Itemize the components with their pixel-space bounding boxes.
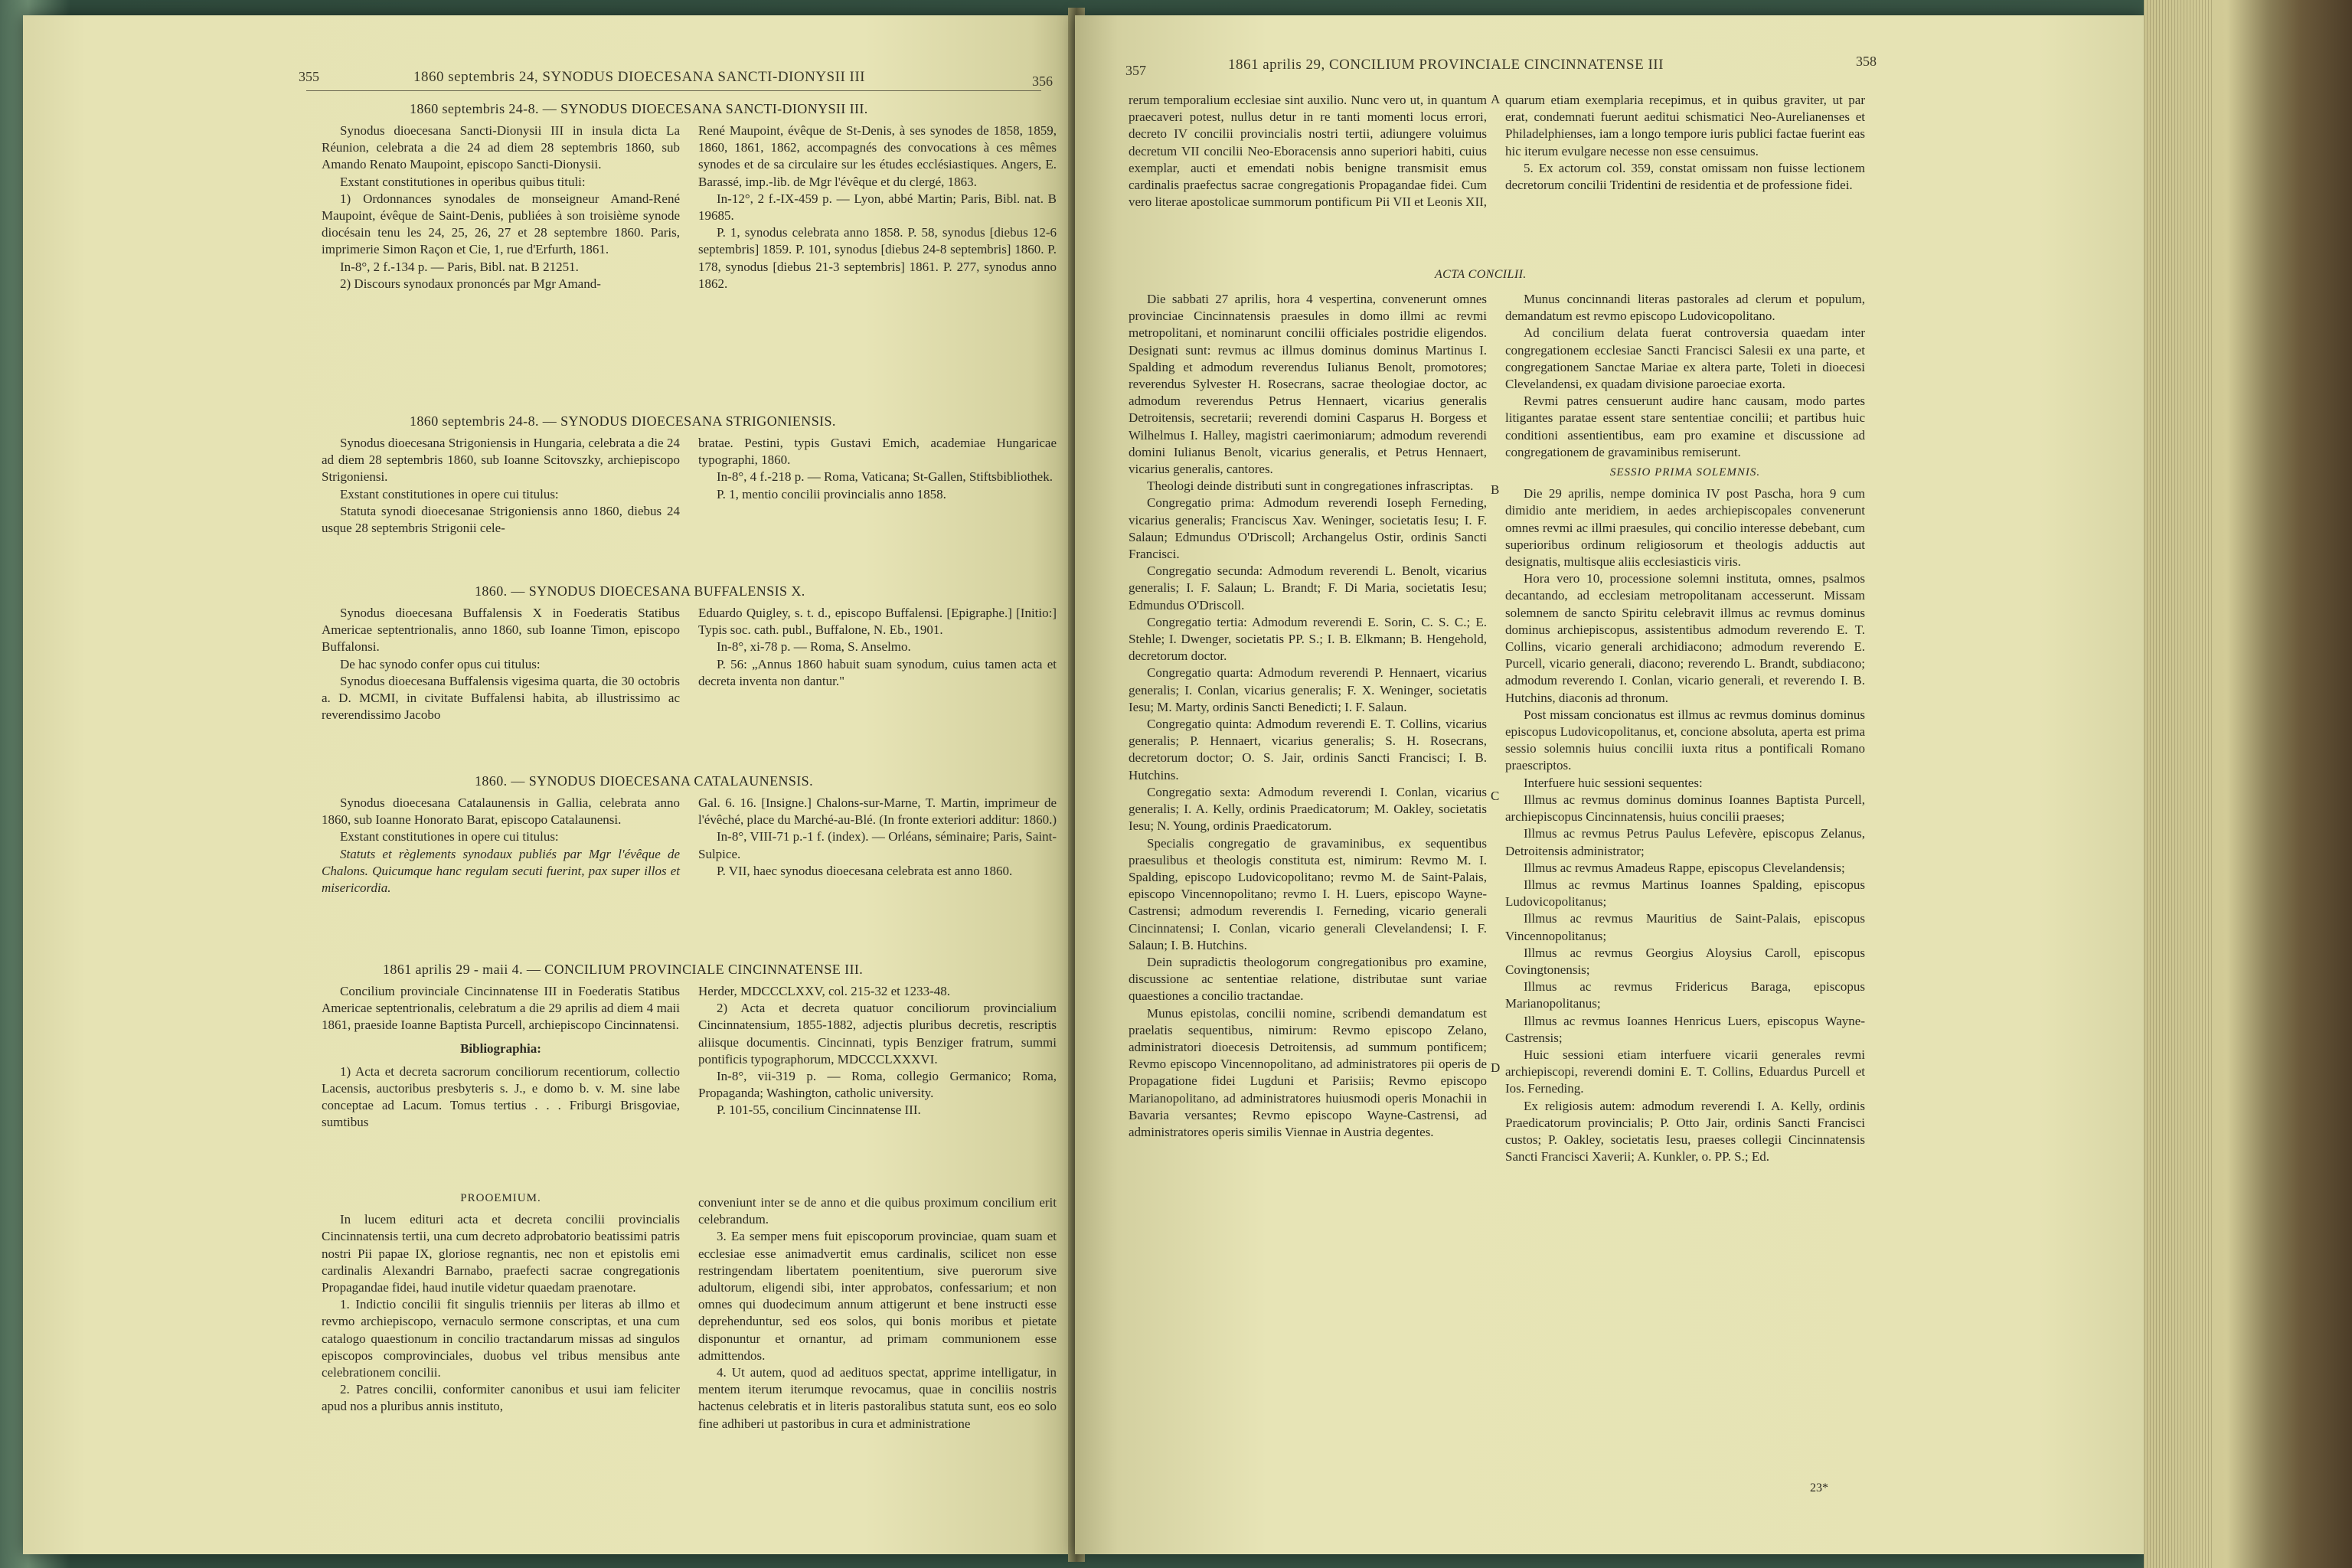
paragraph: Exstant constitutiones in opere cui titulus: bbox=[340, 829, 559, 844]
paragraph: Herder, MDCCCLXXV, col. 215-32 et 1233-48. bbox=[698, 984, 951, 998]
prooemium-title: PROOEMIUM. bbox=[460, 1192, 541, 1204]
section3-col1 bbox=[322, 605, 680, 724]
acta-title: ACTA CONCILII. bbox=[1435, 268, 1527, 281]
paragraph: Illmus ac revmus Georgius Aloysius Caroll, episcopus Covingtonensis; bbox=[1505, 945, 1865, 977]
left-running-head: 1860 septembris 24, SYNODUS DIOECESANA SANCTI-DIONYSII III bbox=[413, 69, 866, 85]
paragraph: bratae. Pestini, typis Gustavi Emich, academiae Hungaricae typographi, 1860. bbox=[698, 436, 1057, 468]
paragraph: P. 101-55, concilium Cincinnatense III. bbox=[717, 1102, 921, 1118]
paragraph: Congregatio quarta: Admodum reverendi P. Hennaert, vicarius generalis; I. Conlan, vicarius generalis; F. X. Weninger, societatis Iesu; M. Marty, ordinis Sancti Benedicti; I. F. Salaun. bbox=[1129, 665, 1487, 714]
right-running-head: 1861 aprilis 29, CONCILIUM PROVINCIALE CINCINNATENSE III bbox=[1228, 57, 1664, 73]
paragraph: Post missam concionatus est illmus ac revmus dominus dominus episcopus Ludovicopolitanus, et, concione absoluta, aperta est prima sessio solemnis huius concilii iuxta ritus a pontificali Romano praescriptos. bbox=[1505, 707, 1865, 773]
acta-col1 bbox=[1129, 291, 1487, 1141]
paragraph: In lucem edituri acta et decreta concilii provincialis Cincinnatensis tertii, una cum decreto adprobatorio beatissimi patris nostri Pii papae IX, gloriose regnantis, nec non et epistolis emi cardinalis Alexandri Barnabo, praefecti sacrae congregationis Propagandae fidei, haud inutile videtur quaedam praenotare. bbox=[322, 1212, 680, 1295]
paragraph: Illmus ac revmus Amadeus Rappe, episcopus Clevelandensis; bbox=[1524, 860, 1845, 875]
section4-col2 bbox=[698, 795, 1057, 880]
section-heading-strigoniensis: 1860 septembris 24-8. — SYNODUS DIOECESANA STRIGONIENSIS. bbox=[410, 413, 836, 429]
paragraph: Eduardo Quigley, s. t. d., episcopo Buffalensi. [Epigraphe.] [Initio:] Typis soc. cath. publ., Buffalone, N. Eb., 1901. bbox=[698, 606, 1057, 638]
paragraph: Die sabbati 27 aprilis, hora 4 vespertina, convenerunt omnes provinciae Cincinnatensis praesules in domo illmi ac revmi metropolitani, et nominarunt concilii officiales postridie eligendos. Designati sunt: revmus ac illmus dominus dominus Martinus I. Spalding et admodum reverendus Iulianus Benolt, promotores; reverendus Sylvester H. Rosecrans, sacrae theologiae doctor, ac admodum reverendus Petrus Hennaert, vicarius generalis Detroitensis, secretarii; reverendi domini Casparus H. Borgess et Wilhelmus I. Halley, magistri caerimoniarum; admodum reverendi domini Iulianus Benolt, vicarius generalis, et Petrus Hennaert, vicarius generalis, cantores. bbox=[1129, 292, 1487, 477]
paragraph: Congregatio prima: Admodum reverendi Ioseph Ferneding, vicarius generalis; Franciscus Xav. Weninger, societatis Iesu; I. F. Salaun; Edmundus O'Driscoll; Archangelus Ostir, ordinis Sancti Francisci. bbox=[1129, 495, 1487, 562]
paragraph: René Maupoint, évêque de St-Denis, à ses synodes de 1858, 1859, 1860, 1861, 1862, accompagnés des convocations à ces mêmes synodes et de sa circulaire sur les études ecclésiastiques. Angers, E. Barassé, imp.-lib. de Mgr l'évêque et du clergé, 1863. bbox=[698, 123, 1057, 189]
paragraph: Revmi patres censuerunt audire hanc causam, modo partes litigantes paratae essent stare sententiae concilii; et partibus huic conditioni assentientibus, eam pro examine et discussione ad congregationem de gravaminibus remiserunt. bbox=[1505, 394, 1865, 459]
paragraph: Synodus dioecesana Buffalensis X in Foederatis Statibus Americae septentrionalis, anno 1860, sub Ioanne Timon, episcopo Buffalonsi. bbox=[322, 606, 680, 655]
margin-marker-d: D bbox=[1491, 1060, 1501, 1075]
paragraph: P. VII, haec synodus dioecesana celebrata est anno 1860. bbox=[717, 863, 1013, 878]
section3-col2 bbox=[698, 605, 1057, 690]
paragraph: Illmus ac revmus Ioannes Henricus Luers, episcopus Wayne-Castrensis; bbox=[1505, 1013, 1865, 1045]
paragraph: Die 29 aprilis, nempe dominica IV post Pascha, hora 9 cum dimidio ante meridiem, in aedes archiepiscopales convenerunt omnes revmi ac illmi praesules, qui concilio interesse debebant, cum superioribus ordinum religiosorum et theologis adductis aut designatis, multisque aliis ecclesiasticis viris. bbox=[1505, 486, 1865, 570]
paragraph: quarum etiam exemplaria recepimus, et in quibus graviter, ut par erat, condemnati fuerunt aeditui schismatici Neo-Aurelianenses et Philadelphienses, iam a longo tempore iuris publici factae fuerint eas hic iterum evulgare necesse non esse censuimus. bbox=[1505, 93, 1865, 158]
section2-col1 bbox=[322, 435, 680, 537]
margin-marker-b: B bbox=[1491, 482, 1500, 497]
paragraph: 2) Discours synodaux prononcés par Mgr Amand- bbox=[340, 276, 601, 291]
paragraph: Synodus dioecesana Buffalensis vigesima quarta, die 30 octobris a. D. MCMI, in civitate Buffalensi habita, ab illustrissimo ac reverendissimo Jacobo bbox=[322, 673, 680, 723]
right-page-number-a: 357 bbox=[1125, 63, 1146, 78]
paragraph: Specialis congregatio de gravaminibus, ex sequentibus praesulibus et theologis constituta est, nimirum: Revmo M. I. Spalding, episcopo Ludovicopolitano; revmo M. de Saint-Palais, episcopo Vincennopolitano; revmo I. H. Luers, episcopo Wayne-Castrensi; admodum reverendis I. Ferneding, vicario generali Cincinnatensi; I. Conlan, vicario generali Clevelandensi; I. F. Salaun; I. B. Hutchins. bbox=[1129, 835, 1487, 952]
paragraph: Illmus ac revmus Petrus Paulus Lefevère, episcopus Zelanus, Detroitensis administrator; bbox=[1505, 826, 1865, 858]
paragraph: Ad concilium delata fuerat controversia quaedam inter congregationem ecclesiae Sancti Francisci Salesii ex una parte, et congregationem Sanctae Mariae ex altera parte, Toleti in dioecesi Clevelandensi, ex quadam divisione paroeciae exorta. bbox=[1505, 325, 1865, 392]
page-edge-lines bbox=[2144, 0, 2213, 1568]
paragraph: In-8°, VIII-71 p.-1 f. (index). — Orléans, séminaire; Paris, Saint-Sulpice. bbox=[698, 829, 1057, 861]
paragraph: Statuts et règlements synodaux publiés par Mgr l'évêque de Chalons. Quicumque hanc regulam secuti fuerint, pax super illos et misericordia. bbox=[322, 846, 680, 896]
paragraph: In-8°, 2 f.-134 p. — Paris, Bibl. nat. B 21251. bbox=[340, 259, 579, 274]
section1-col1 bbox=[322, 122, 680, 292]
section-heading-catalaunensis: 1860. — SYNODUS DIOECESANA CATALAUNENSIS. bbox=[475, 773, 813, 789]
paragraph: conveniunt inter se de anno et die quibus proximum concilium erit celebrandum. bbox=[698, 1195, 1057, 1227]
paragraph: In-8°, 4 f.-218 p. — Roma, Vaticana; St-Gallen, Stiftsbibliothek. bbox=[717, 469, 1053, 485]
section-heading-buffalensis: 1860. — SYNODUS DIOECESANA BUFFALENSIS X. bbox=[475, 583, 805, 599]
paragraph: 5. Ex actorum col. 359, constat omissam non fuisse lectionem decretorum concilii Tridentini de residentia et de professione fidei. bbox=[1505, 160, 1865, 193]
paragraph: P. 56: „Annus 1860 habuit suam synodum, cuius tamen acta et decreta inventa non dantur." bbox=[698, 656, 1057, 688]
margin-marker-a: A bbox=[1491, 92, 1501, 106]
paragraph: Synodus dioecesana Strigoniensis in Hungaria, celebrata a die 24 ad diem 28 septembris 1860, sub Ioanne Scitovszky, archiepiscopo Strigoniensi. bbox=[322, 436, 680, 485]
paragraph: Interfuere huic sessioni sequentes: bbox=[1524, 775, 1703, 790]
paragraph: In-8°, xi-78 p. — Roma, S. Anselmo. bbox=[717, 639, 911, 655]
margin-marker-c: C bbox=[1491, 789, 1500, 803]
right-page-number-b: 358 bbox=[1856, 54, 1877, 69]
section4-col1 bbox=[322, 795, 680, 897]
right-top-col1 bbox=[1129, 92, 1487, 211]
section2-col2 bbox=[698, 435, 1057, 503]
section5-col2 bbox=[698, 983, 1057, 1119]
left-head-rule bbox=[306, 90, 1041, 91]
paragraph: Theologi deinde distributi sunt in congregationes infrascriptas. bbox=[1147, 479, 1474, 494]
paragraph: P. 1, mentio concilii provincialis anno 1858. bbox=[717, 486, 946, 501]
paragraph: 1) Ordonnances synodales de monseigneur Amand-René Maupoint, évêque de Saint-Denis, publiées à son troisième synode diocésain tenu les 24, 25, 26, 27 et 28 septembre 1860. Paris, imprimerie Simon Raçon et Cie, 1, rue d'Erfurth, 1861. bbox=[322, 191, 680, 257]
paragraph: rerum temporalium ecclesiae sint auxilio. Nunc vero ut, in quantum praecaveri potest, nullus detur in re tanti momenti locus errori, decreto IV concilii provincialis nostri tertii, adiungere voluimus decretum VII concilii Neo-Eboracensis anno superiori habiti, cuius exemplar, aucti et emendati nobis benigne transmisit emus cardinalis praefectus sacrae congregationis Propagandae fidei. Cum vero literae apostolicae summorum pontificum Pii VII et Leonis XII, bbox=[1129, 93, 1488, 210]
paragraph: 2. Patres concilii, conformiter canonibus et usui iam feliciter apud nos a pluribus annis instituto, bbox=[322, 1382, 680, 1414]
paragraph: 2) Acta et decreta quatuor conciliorum provincialium Cincinnatensium, 1855-1882, adjectis pluribus decretis, rescriptis aliisque documentis. Cincinnati, typis Benziger fratrum, summi pontificis typographorum, MDCCCLXXXVI. bbox=[698, 1001, 1057, 1067]
paragraph: Illmus ac revmus Martinus Ioannes Spalding, episcopus Ludovicopolitanus; bbox=[1505, 877, 1865, 910]
paragraph: Ex religiosis autem: admodum reverendi I. A. Kelly, ordinis Praedicatorum provincialis; P. Otto Jair, ordinis Sancti Francisci custos; P. Oakley, societatis Iesu, praeses collegii Cincinnatensis Sancti Francisci Xaverii; A. Kunkler, o. PP. S.; Ed. bbox=[1505, 1098, 1865, 1165]
paragraph: Exstant constitutiones in opere cui titulus: bbox=[340, 486, 559, 501]
section-heading-cincinnatense: 1861 aprilis 29 - maii 4. — CONCILIUM PROVINCIALE CINCINNATENSE III. bbox=[383, 962, 864, 977]
left-page bbox=[23, 15, 1073, 1554]
right-top-col2 bbox=[1505, 92, 1865, 194]
paragraph: Congregatio sexta: Admodum reverendi I. Conlan, vicarius generalis; I. A. Kelly, ordinis Praedicatorum; M. Oakley, societatis Iesu; N. Young, ordinis Praedicatorum. bbox=[1129, 784, 1487, 834]
paragraph: In-12°, 2 f.-IX-459 p. — Lyon, abbé Martin; Paris, Bibl. nat. B 19685. bbox=[698, 191, 1057, 224]
paragraph: Synodus dioecesana Sancti-Dionysii III in insula dicta La Réunion, celebrata a die 24 ad diem 28 septembris 1860, sub Amando Renato Maupoint, episcopo Sancti-Dionysii. bbox=[322, 123, 680, 172]
paragraph: Congregatio tertia: Admodum reverendi E. Sorin, C. S. C.; E. Stehle; I. Dwenger, societatis PP. S.; I. B. Elkmann; B. Hengehold, decretorum doctor. bbox=[1129, 614, 1487, 664]
paragraph: Synodus dioecesana Catalaunensis in Gallia, celebrata anno 1860, sub Ioanne Honorato Barat, episcopo Catalaunensi. bbox=[322, 795, 680, 828]
sessio-title: SESSIO PRIMA SOLEMNIS. bbox=[1609, 466, 1761, 479]
paragraph: Huic sessioni etiam interfuere vicarii generales revmi archiepiscopi, reverendi domini E. T. Collins, Eduardus Purcell et Ios. Ferneding. bbox=[1505, 1047, 1865, 1096]
paragraph: 1) Acta et decreta sacrorum conciliorum recentiorum, collectio Lacensis, auctoribus presbyteris s. J., e domo b. v. M. sine labe conceptae ad Lacum. Tomus tertius . . . Friburgi Brisgoviae, sumtibus bbox=[322, 1063, 680, 1130]
paragraph: P. 1, synodus celebrata anno 1858. P. 58, synodus [diebus 12-6 septembris] 1859. P. 101, synodus [diebus 24-8 septembris] 1860. P. 178, synodus [diebus 21-3 septembris] 1861. P. 277, synodus anno 1862. bbox=[698, 225, 1057, 291]
prooemium-col2 bbox=[698, 1194, 1057, 1432]
bibliography-title: Bibliographia: bbox=[460, 1040, 541, 1056]
prooemium-col1 bbox=[322, 1187, 680, 1416]
paragraph: Dein supradictis theologorum congregationibus pro examine, discussione ac sententiae relatione, distributae sunt variae quaestiones a concilio tractandae. bbox=[1129, 954, 1487, 1004]
paragraph: Congregatio quinta: Admodum reverendi E. T. Collins, vicarius generalis; P. Hennaert, vicarius generalis; S. H. Rosecrans, decretorum doctor; O. S. Jair, ordinis Sancti Francisci; I. B. Hutchins. bbox=[1129, 717, 1487, 782]
paragraph: 3. Ea semper mens fuit episcoporum provinciae, quam suam et ecclesiae esse animadvertit emus cardinalis, scilicet non esse restringendam libertatem poenitentium, sive puerorum sive adultorum, eligendi sibi, inter approbatos, confessarium; et non omnes qui duodecimum annum attigerunt et bene instructi esse deprehenduntur, sed eos solos, qui bonis moribus et pietate disponuntur et ornantur, ad primam communionem esse admittendos. bbox=[698, 1229, 1057, 1363]
paragraph: In-8°, vii-319 p. — Roma, collegio Germanico; Roma, Propaganda; Washington, catholic university. bbox=[698, 1069, 1057, 1101]
paragraph: Illmus ac revmus Mauritius de Saint-Palais, episcopus Vincennopolitanus; bbox=[1505, 911, 1865, 943]
section1-col2 bbox=[698, 122, 1057, 292]
left-page-number-a: 355 bbox=[299, 69, 319, 84]
signature-mark: 23* bbox=[1810, 1481, 1828, 1494]
section5-col1 bbox=[322, 983, 680, 1132]
paragraph: Illmus ac revmus Fridericus Baraga, episcopus Marianopolitanus; bbox=[1505, 979, 1865, 1011]
paragraph: Munus concinnandi literas pastorales ad clerum et populum, demandatum est revmo episcopo Ludovicopolitano. bbox=[1505, 292, 1865, 324]
paragraph: Hora vero 10, processione solemni instituta, omnes, psalmos decantando, ad ecclesiam metropolitanam accesserunt. Missam solemnem de sancto Spiritu celebravit illmus ac revmus dominus dominus archiepiscopus, assistentibus admodum reverendo E. T. Collins, vicario generali archidiacono; admodum reverendo E. Purcell, vicario generali, diacono; reverendo L. Brandt, subdiacono; admodum reverendo I. Conlan, vicario generali, et reverendo I. B. Hutchins, diaconis ad thronum. bbox=[1505, 571, 1865, 705]
paragraph: 4. Ut autem, quod ad aedituos spectat, apprime intelligatur, in mentem iterum iterumque revocamus, quae in conciliis nostris hactenus celebratis et in literis pastoralibus statuta sunt, eos eo solo fine adhiberi ut pastoribus in cura et administratione bbox=[698, 1365, 1057, 1431]
paragraph: De hac synodo confer opus cui titulus: bbox=[340, 656, 541, 671]
acta-col2 bbox=[1505, 291, 1865, 1165]
paragraph: Munus epistolas, concilii nomine, scribendi demandatum est praelatis sequentibus, nimirum: Revmo episcopo Zelano, administratori dioecesis Detroitensis, ad summum pontificem; Revmo episcopo Vincennopolitano, ad administratores pii operis de Propagatione fidei Lugduni et Parisiis; Revmo episcopo Marianopolitano, ad administratores huiusmodi operis Monachii in Bavaria versantes; Revmo episcopo Wayne-Castrensi, ad administratores operis similis Viennae in Austria degentes. bbox=[1129, 1005, 1487, 1139]
section-heading-sancti-dionysii: 1860 septembris 24-8. — SYNODUS DIOECESANA SANCTI-DIONYSII III. bbox=[410, 101, 868, 116]
paragraph: 1. Indictio concilii fit singulis trienniis per literas ab illmo et revmo archiepiscopo, vernaculo sermone conscriptas, et una cum catalogo quaestionum in concilio tractandarum missas ad singulos episcopos comprovinciales, duobus vel tribus mensibus ante celebrationem concilii. bbox=[322, 1297, 680, 1380]
paragraph: Congregatio secunda: Admodum reverendi L. Benolt, vicarius generalis; I. F. Salaun; L. Brandt; F. Di Maria, societatis Iesu; Edmundus O'Driscoll. bbox=[1129, 564, 1487, 612]
right-page bbox=[1075, 15, 2144, 1554]
paragraph: Illmus ac revmus dominus dominus Ioannes Baptista Purcell, archiepiscopus Cincinnatensis, huius concilii praeses; bbox=[1505, 792, 1865, 825]
left-page-number-b: 356 bbox=[1032, 74, 1053, 89]
paragraph: Statuta synodi dioecesanae Strigoniensis anno 1860, diebus 24 usque 28 septembris Strigonii cele- bbox=[322, 503, 680, 536]
paragraph: Concilium provinciale Cincinnatense III in Foederatis Statibus Americae septentrionalis, celebratum a die 29 aprilis ad diem 4 maii 1861, praeside Ioanne Baptista Purcell, archiepiscopo Cincinnatensi. bbox=[322, 984, 680, 1033]
paragraph: Gal. 6. 16. [Insigne.] Chalons-sur-Marne, T. Martin, imprimeur de l'évêché, place du Marché-au-Blé. (In fronte exteriori additur: 1860.) bbox=[698, 795, 1057, 828]
paragraph: Exstant constitutiones in operibus quibus tituli: bbox=[340, 174, 586, 189]
